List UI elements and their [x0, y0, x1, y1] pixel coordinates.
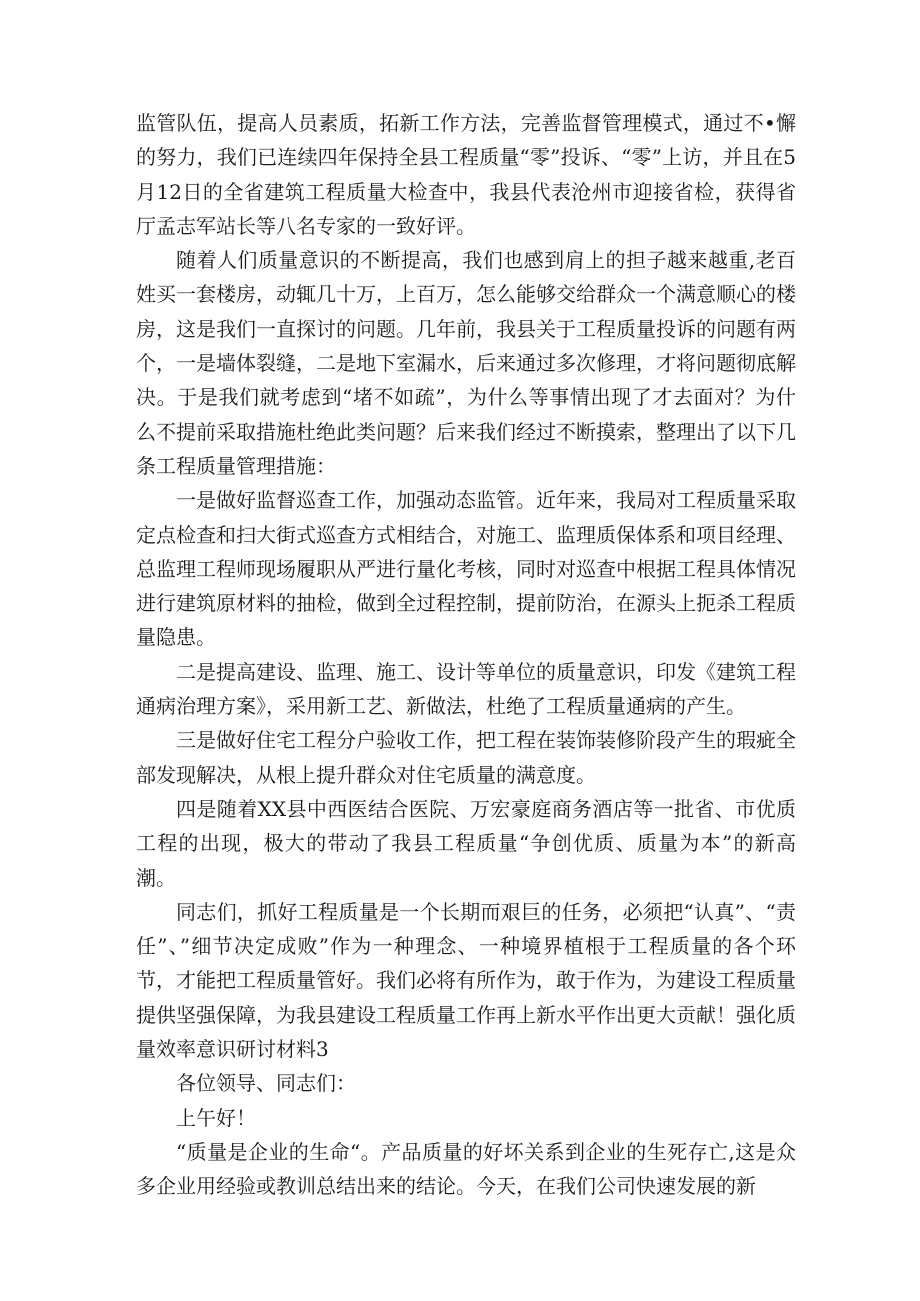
paragraph-6: 四是随着XX县中西医结合医院、万宏豪庭商务酒店等一批省、市优质工程的出现，极大的带动了我县工程质量“争创优质、质量为本”的新高潮。: [136, 796, 796, 890]
salutation: 各位领导、同志们：: [176, 1071, 356, 1096]
paragraph-1: 监管队伍，提高人员素质，拓新工作方法，完善监督管理模式，通过不•懈的努力，我们已连续四年保持全县工程质量“零”投诉、“零”上访，并且在5月12日的全省建筑工程质量大检查中，我县代表沧州市迎接省检，获得省厅孟志军站长等八名专家的一致好评。: [136, 111, 796, 238]
paragraph-7: 同志们，抓好工程质量是一个长期而艰巨的任务，必须把“认真”、“责任”、”细节决定成败”作为一种理念、一种境界植根于工程质量的各个环节，才能把工程质量管好。我们必将有所作为，敢于作为，为建设工程质量提供坚强保障，为我县建设工程质量工作再上新水平作出更大贡献！强化质量效率意识研讨材料3: [136, 899, 796, 1062]
paragraph-5: 三是做好住宅工程分户验收工作，把工程在装饰装修阶段产生的瑕疵全部发现解决，从根上提升群众对住宅质量的满意度。: [136, 728, 796, 787]
paragraph-2: 随着人们质量意识的不断提高，我们也感到肩上的担子越来越重,老百姓买一套楼房，动辄几十万，上百万，怎么能够交给群众一个满意顺心的楼房，这是我们一直探讨的问题。几年前，我县关于工程质量投诉的问题有两个，一是墙体裂缝，二是地下室漏水，后来通过多次修理，才将问题彻底解决。于是我们就考虑到“堵不如疏”，为什么等事情出现了才去面对？为什么不提前采取措施杜绝此类问题？后来我们经过不断摸索，整理出了以下几条工程质量管理措施：: [136, 248, 796, 478]
document-body: [136, 106, 796, 1204]
paragraph-10: “质量是企业的生命“。产品质量的好坏关系到企业的生死存亡,这是众多企业用经验或教训总结出来的结论。今天，在我们公司快速发展的新: [136, 1139, 796, 1199]
paragraph-3: 一是做好监督巡查工作，加强动态监管。近年来，我局对工程质量采取定点检查和扫大街式巡查方式相结合，对施工、监理质保体系和项目经理、总监理工程师现场履职从严进行量化考核，同时对巡查中根据工程具体情况进行建筑原材料的抽检，做到全过程控制，提前防治，在源头上扼杀工程质量隐患。: [136, 488, 796, 650]
paragraph-4: 二是提高建设、监理、施工、设计等单位的质量意识，印发《建筑工程通病治理方案》，采用新工艺、新做法，杜绝了工程质量通病的产生。: [136, 659, 796, 719]
greeting: 上午好！: [176, 1105, 256, 1130]
